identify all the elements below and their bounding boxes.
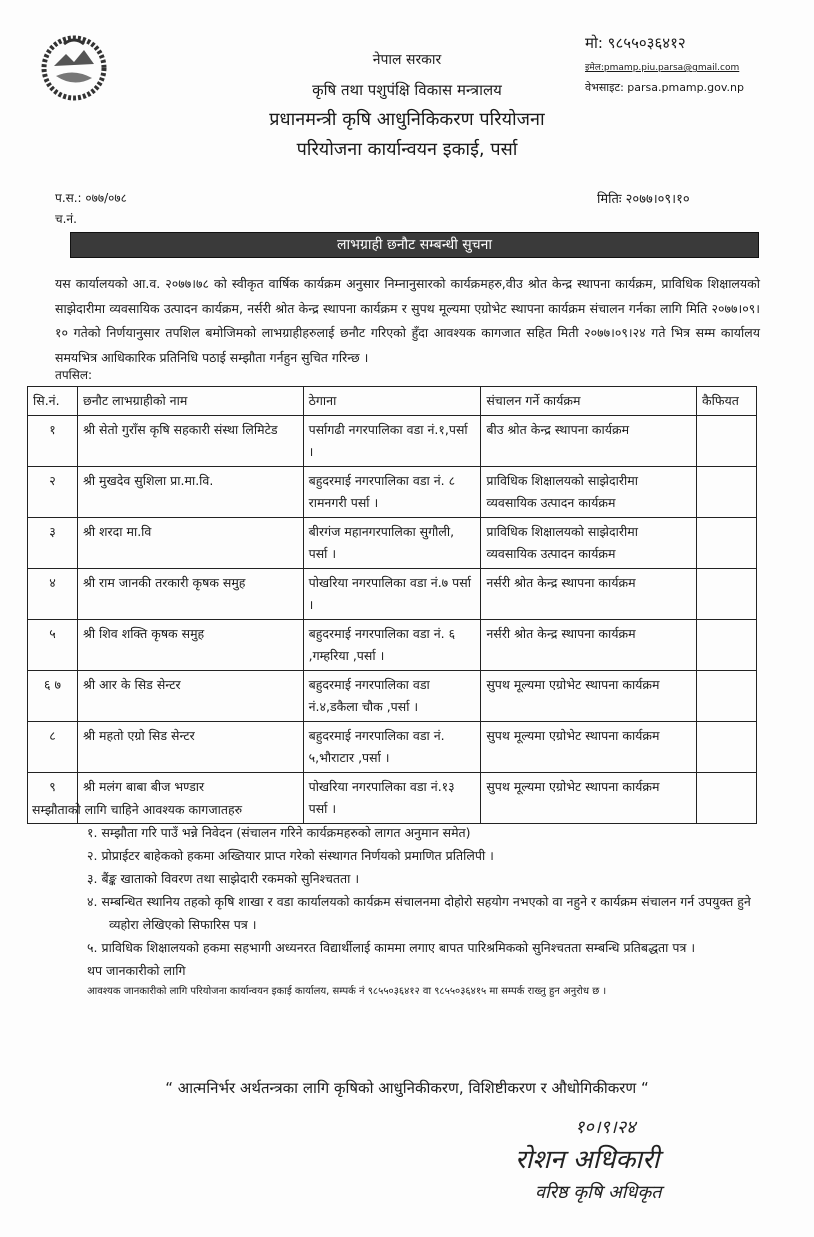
cell-name: श्री शिव शक्ति कृषक समुह xyxy=(77,620,303,671)
cell-serial: ६ ७ xyxy=(28,671,78,722)
col-address: ठेगाना xyxy=(303,387,481,416)
cell-program: सुपथ मूल्यमा एग्रोभेट स्थापना कार्यक्रम xyxy=(481,722,697,773)
header-office: परियोजना कार्यान्वयन इकाई, पर्सा xyxy=(296,139,518,160)
signature xyxy=(505,1115,725,1225)
item-number: ४. xyxy=(87,894,102,909)
header-project: प्रधानमन्त्री कृषि आधुनिकिकरण परियोजना xyxy=(269,109,545,130)
signature-designation: वरिष्ठ कृषि अधिकृत xyxy=(535,1182,662,1203)
cell-serial: ३ xyxy=(28,518,78,569)
cell-program: सुपथ मूल्यमा एग्रोभेट स्थापना कार्यक्रम xyxy=(481,671,697,722)
signature-name: रोशन अधिकारी xyxy=(515,1145,660,1175)
reference-number: प.स.: ०७७/०७८ xyxy=(55,191,127,205)
item-number: ५. xyxy=(87,940,102,955)
table-header-row xyxy=(28,387,757,416)
cell-remarks xyxy=(697,467,757,518)
document-item xyxy=(87,936,772,959)
beneficiary-table xyxy=(27,386,757,824)
date: मितिः २०७७।०९।१० xyxy=(597,192,690,207)
cell-program: प्राविधिक शिक्षालयको साझेदारीमा व्यवसायिक उत्पादन कार्यक्रम xyxy=(481,467,697,518)
contact-website: वेभसाइट: parsa.pmamp.gov.np xyxy=(585,81,744,94)
cell-name: श्री महतो एग्रो सिड सेन्टर xyxy=(77,722,303,773)
col-program: संचालन गर्ने कार्यक्रम xyxy=(481,387,697,416)
cell-serial: ४ xyxy=(28,569,78,620)
contact-email: इमेल:pmamp.piu.parsa@gmail.com xyxy=(585,63,740,73)
table-row xyxy=(28,467,757,518)
item-text: बैंङ्क खाताको विवरण तथा साझेदारी रकमको सुनिश्चतता । xyxy=(101,871,360,886)
cell-serial: ८ xyxy=(28,722,78,773)
dispatch-number: च.नं. xyxy=(55,212,77,226)
cell-address: पर्सागढी नगरपालिका वडा नं.१,पर्सा । xyxy=(303,416,481,467)
table-row xyxy=(28,620,757,671)
cell-address: बहुदरमाई नगरपालिका वडा नं. ६ ,गम्हरिया ,पर्सा । xyxy=(303,620,481,671)
cell-serial: ९ xyxy=(28,773,78,824)
cell-remarks xyxy=(697,620,757,671)
notice-body: यस कार्यालयको आ.व. २०७७।७८ को स्वीकृत वार्षिक कार्यक्रम अनुसार निम्नानुसारको कार्यक्रमहरु,वीउ श्रोत केन्द्र स्थापना कार्यक्रम, प्राविधिक शिक्षालयको साझेदारीमा व्यवसायिक उत्पादन कार्यक्रम, नर्सरी श्रोत केन्द्र स्थापना कार्यक्रम र सुपथ मूल्यमा एग्रोभेट स्थापना कार्यक्रम संचालन गर्नका लागि मिति २०७७।०९।१० गतेको निर्णयानुसार तपशिल बमोजिमको लाभग्राहीहरुलाई छनौट गरिएको हुँदा आवश्यक कागजात सहित मिती २०७७।०९।२४ गते भित्र सम्म कार्यालय समयभित्र आधिकारिक प्रतिनिधि पठाई सम्झौता गर्नहुन सुचित गरिन्छ । xyxy=(55,276,760,365)
cell-program: प्राविधिक शिक्षालयको साझेदारीमा व्यवसायिक उत्पादन कार्यक्रम xyxy=(481,518,697,569)
notice-title: लाभग्राही छनौट सम्बन्धी सुचना xyxy=(70,232,759,258)
more-info-text: आवश्यक जानकारीको लागि परियोजना कार्यान्वयन इकाई कार्यालय, सम्पर्क नं ९८५५०३६४१२ वा ९८५५०३६४१५ मा सम्पर्क राख्नु हुन अनुरोध छ । xyxy=(87,986,607,997)
col-remarks: कैफियत xyxy=(697,387,757,416)
col-serial: सि.नं. xyxy=(28,387,78,416)
cell-program: नर्सरी श्रोत केन्द्र स्थापना कार्यक्रम xyxy=(481,620,697,671)
documents-list xyxy=(32,821,772,959)
header-government: नेपाल सरकार xyxy=(372,52,442,68)
table-row xyxy=(28,416,757,467)
item-text: प्राविधिक शिक्षालयको हकमा सहभागी अध्यनरत विद्यार्थीलाई काममा लगाए बापत पारिश्रमिकको सुनिश्चतता सम्बन्धि प्रतिबद्धता पत्र । xyxy=(101,940,696,955)
cell-name: श्री सेतो गुराँस कृषि सहकारी संस्था लिमिटेड xyxy=(77,416,303,467)
col-name: छनौट लाभग्राहीको नाम xyxy=(77,387,303,416)
more-info-heading: थप जानकारीको लागि xyxy=(87,963,186,978)
cell-remarks xyxy=(697,518,757,569)
cell-remarks xyxy=(697,416,757,467)
document-item xyxy=(87,821,772,844)
cell-serial: २ xyxy=(28,467,78,518)
slogan: “ आत्मनिर्भर अर्थतन्त्रका लागि कृषिको आधुनिकीकरण, विशिष्टीकरण र औधोगिकीकरण “ xyxy=(165,1079,649,1097)
cell-address: पोखरिया नगरपालिका वडा नं.१३ पर्सा । xyxy=(303,773,481,824)
item-text: प्रोप्राईटर बाहेकको हकमा अख्तियार प्राप्त गरेको संस्थागत निर्णयको प्रमाणित प्रतिलिपी । xyxy=(101,848,494,863)
cell-name: श्री आर के सिड सेन्टर xyxy=(77,671,303,722)
cell-remarks xyxy=(697,722,757,773)
cell-serial: ५ xyxy=(28,620,78,671)
documents-heading: सम्झौताको लागि चाहिने आवश्यक कागजातहरु xyxy=(32,802,243,817)
cell-address: पोखरिया नगरपालिका वडा नं.७ पर्सा । xyxy=(303,569,481,620)
item-text: सम्झौता गरि पाउँ भन्ने निवेदन (संचालन गरिने कार्यक्रमहरुको लागत अनुमान समेत) xyxy=(101,825,471,840)
item-text: सम्बन्धित स्थानिय तहको कृषि शाखा र वडा कार्यालयको कार्यक्रम संचालनमा दोहोरो सहयोग नभएको वा नहुने र कार्यक्रम संचालन गर्न उपयुक्त हुने व्यहोरा लेखिएको सिफारिस पत्र । xyxy=(101,894,751,932)
cell-name: श्री राम जानकी तरकारी कृषक समुह xyxy=(77,569,303,620)
table-row xyxy=(28,722,757,773)
cell-serial: १ xyxy=(28,416,78,467)
document-item xyxy=(87,890,772,936)
cell-address: बहुदरमाई नगरपालिका वडा नं. ८ रामनगरी पर्सा । xyxy=(303,467,481,518)
signature-date: १०।९।२४ xyxy=(575,1117,636,1138)
cell-address: बहुदरमाई नगरपालिका वडा नं. ५,भौराटार ,पर्सा । xyxy=(303,722,481,773)
tapsil-label: तपसिल: xyxy=(55,368,93,382)
item-number: ३. xyxy=(87,871,102,886)
document-item xyxy=(87,867,772,890)
cell-name: श्री मलंग बाबा बीज भण्डार xyxy=(77,773,303,824)
table-row xyxy=(28,518,757,569)
cell-name: श्री शरदा मा.वि xyxy=(77,518,303,569)
item-number: १. xyxy=(87,825,102,840)
document-item xyxy=(87,844,772,867)
header-ministry: कृषि तथा पशुपंक्षि विकास मन्त्रालय xyxy=(312,81,502,99)
cell-program: बीउ श्रोत केन्द्र स्थापना कार्यक्रम xyxy=(481,416,697,467)
cell-remarks xyxy=(697,671,757,722)
cell-remarks xyxy=(697,569,757,620)
cell-address: बहुदरमाई नगरपालिका वडा नं.४,डकैला चौक ,पर्सा । xyxy=(303,671,481,722)
cell-program: नर्सरी श्रोत केन्द्र स्थापना कार्यक्रम xyxy=(481,569,697,620)
table-row xyxy=(28,671,757,722)
required-documents xyxy=(32,798,772,1002)
cell-name: श्री मुखदेव सुशिला प्रा.मा.वि. xyxy=(77,467,303,518)
item-number: २. xyxy=(87,848,102,863)
table-row xyxy=(28,569,757,620)
cell-program: सुपथ मूल्यमा एग्रोभेट स्थापना कार्यक्रम xyxy=(481,773,697,824)
contact-phone: मो: ९८५५०३६४१२ xyxy=(585,34,686,52)
cell-address: बीरगंज महानगरपालिका सुगौली, पर्सा । xyxy=(303,518,481,569)
